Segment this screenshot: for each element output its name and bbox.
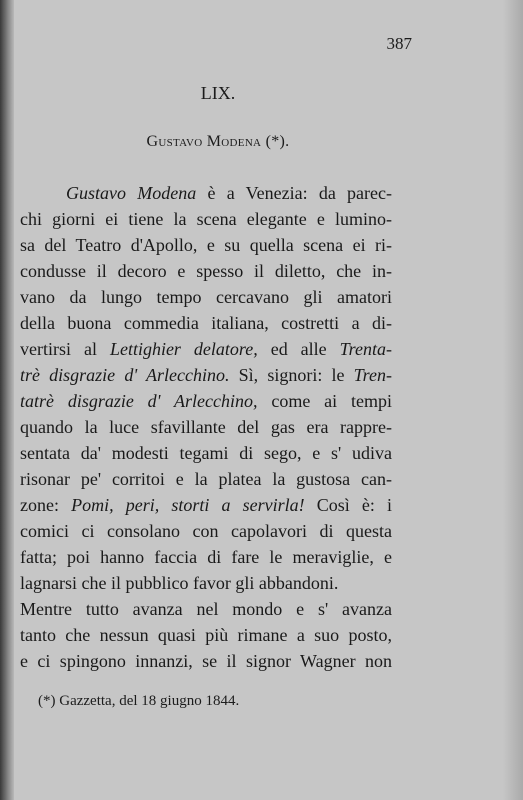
footnote: (*) Gazzetta, del 18 giugno 1844. [38,693,240,709]
text-run: fatta; poi hanno faccia di fare le meraviglie, e [20,547,392,567]
text-line [20,336,392,362]
text-run: risonar pe' corritoi e la platea la gustosa can- [20,469,392,489]
text-run: quando la luce sfavillante del gas era rappre- [20,417,392,437]
text-run: tanto che nessun quasi più rimane a suo posto, [20,625,392,645]
italic-text: trè disgrazie d' Arlecchino. [20,365,230,385]
page-number: 387 [386,34,412,53]
text-line [20,388,392,414]
italic-text: Gustavo Modena [66,183,197,203]
text-run: vertirsi al [20,339,110,359]
text-line [20,466,392,492]
text-run: lagnarsi che il pubblico favor gli abbandoni. [20,573,339,593]
text-run: Mentre tutto avanza nel mondo e s' avanza [20,599,392,619]
italic-text: tatrè disgrazie d' Arlecchino, [20,391,258,411]
text-run: della buona commedia italiana, costretti a di- [20,313,392,333]
chapter-title: Gustavo Modena (*). [146,133,290,150]
italic-text: Trenta- [339,339,392,359]
text-line [20,518,392,544]
text-run: chi giorni ei tiene la scena elegante e lumino- [20,209,392,229]
text-line [20,570,392,596]
text-line [66,180,392,206]
text-line [20,544,392,570]
text-line [20,414,392,440]
italic-text: Lettighier delatore, [109,339,258,359]
text-line [20,648,392,674]
text-run: ed alle [257,339,340,359]
text-line [20,622,392,648]
text-line [20,258,392,284]
text-run: comici ci consolano con capolavori di questa [20,521,392,541]
text-line [20,362,392,388]
text-run: e ci spingono innanzi, se il signor Wagner non [20,651,392,671]
text-line [20,232,392,258]
text-run: Sì, signori: le [229,365,354,385]
text-line [20,284,392,310]
text-line [20,206,392,232]
text-run: è a Venezia: da parec- [196,183,393,203]
text-run: Così è: i [304,495,392,515]
italic-text: Pomi, peri, storti a servirla! [71,495,305,515]
text-run: vano da lungo tempo cercavano gli amatori [20,287,392,307]
text-run: sa del Teatro d'Apollo, e su quella scena ei ri- [20,235,392,255]
text-line [20,596,392,622]
text-line [20,440,392,466]
text-run: condusse il decoro e spesso il diletto, che in- [20,261,392,281]
book-binding-shadow [0,0,14,800]
text-run: sentata da' modesti tegami di sego, e s' udiva [20,443,392,463]
text-run: zone: [20,495,72,515]
text-line [20,492,392,518]
chapter-number: LIX. [200,83,236,103]
italic-text: Tren- [353,365,392,385]
text-run: come ai tempi [257,391,392,411]
page-edge-shadow [503,0,523,800]
text-line [20,310,392,336]
